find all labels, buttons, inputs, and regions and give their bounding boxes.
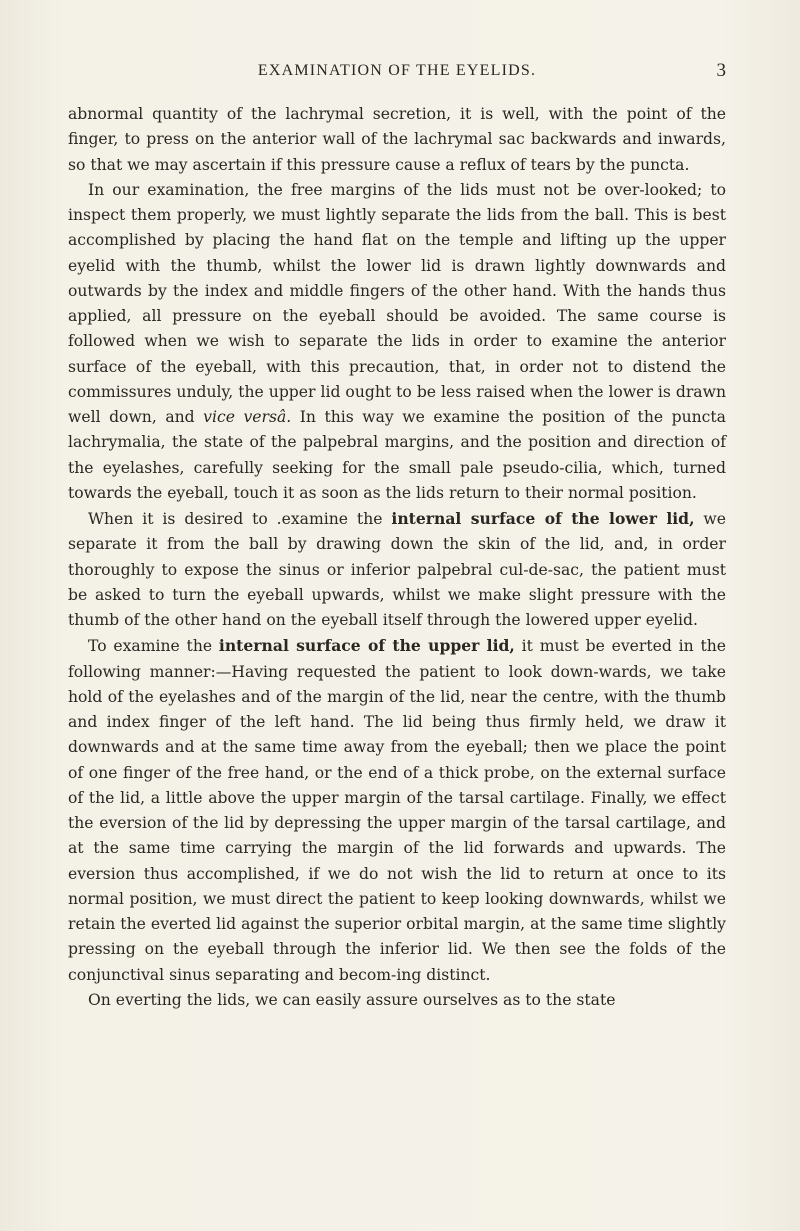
paragraph-text: it must be everted in the following manner:—Having requested the patient to look down-wards, we take hold of the eyelashes and of the margin of the lid, near the centre, with the thumb and index finger of the left hand. The lid being thus firmly held, we draw it downwards and at the same time away from the eyeball; then we place the point of one finger of the free hand, or the end of a thick probe, on the external surface of the lid, a little above the upper margin of the tarsal cartilage. Finally, we effect the eversion of the lid by depressing the upper margin of the tarsal cartilage, and at the same time carrying the margin of the lid forwards and upwards. The eversion thus accomplished, if we do not wish the lid to return at once to its normal position, we must direct the patient to keep looking downwards, whilst we retain the everted lid against the superior orbital margin, at the same time slightly pressing on the eyeball through the inferior lid. We then see the folds of the conjunctival sinus separating and becom-ing distinct. xyxy=(68,637,727,984)
bold-heading-phrase: internal surface of the lower lid, xyxy=(391,509,695,528)
page-header xyxy=(68,60,726,86)
paragraph-text: In this way we examine the position of the puncta lachrymalia, the state of the palpebral margins, and the position and direction of the eyelashes, carefully seeking for the small pale pseudo-cilia, which, turned towards the eyeball, touch it as soon as the lids return to their normal position. xyxy=(68,408,726,502)
paragraph-5 xyxy=(68,988,726,1013)
italic-phrase: vice versâ. xyxy=(203,408,292,426)
paragraph-text: abnormal quantity of the lachrymal secretion, it is well, with the point of the finger, to press on the anterior wall of the lachrymal sac backwards and inwards, so that we may ascertain if this pressure cause a reflux of tears by the puncta. xyxy=(68,105,726,174)
paragraph-text: In our examination, the free margins of the lids must not be over-looked; to inspect them properly, we must lightly separate the lids from the ball. This is best accomplished by placing the hand flat on the temple and lifting up the upper eyelid with the thumb, whilst the lower lid is drawn lightly downwards and outwards by the index and middle fingers of the other hand. With the hands thus applied, all pressure on the eyeball should be avoided. The same course is followed when we wish to separate the lids in order to examine the anterior surface of the eyeball, with this precaution, that, in order not to distend the commissures unduly, the upper lid ought to be less raised when the lower is drawn well down, and xyxy=(68,180,726,426)
running-head: EXAMINATION OF THE EYELIDS. xyxy=(257,62,537,79)
paragraph-3 xyxy=(68,506,726,633)
paragraph-2 xyxy=(68,178,726,506)
bold-heading-phrase: internal surface of the upper lid, xyxy=(218,636,515,656)
paragraph-1 xyxy=(68,102,726,178)
paragraph-text: When it is desired to .examine the xyxy=(88,510,392,528)
paragraph-text: On everting the lids, we can easily assure ourselves as to the state xyxy=(88,990,616,1009)
paragraph-4 xyxy=(68,633,726,988)
body-text xyxy=(68,102,726,1013)
page-number: 3 xyxy=(716,60,726,81)
paragraph-text: To examine the xyxy=(88,637,219,656)
paragraph-text: we separate it from the ball by drawing down the skin of the lid, and, in order thoroughly to expose the sinus or inferior palpebral cul-de-sac, the patient must be asked to turn the eyeball upwards, whilst we make slight pressure with the thumb of the other hand on the eyeball itself through the lowered upper eyelid. xyxy=(68,510,726,629)
